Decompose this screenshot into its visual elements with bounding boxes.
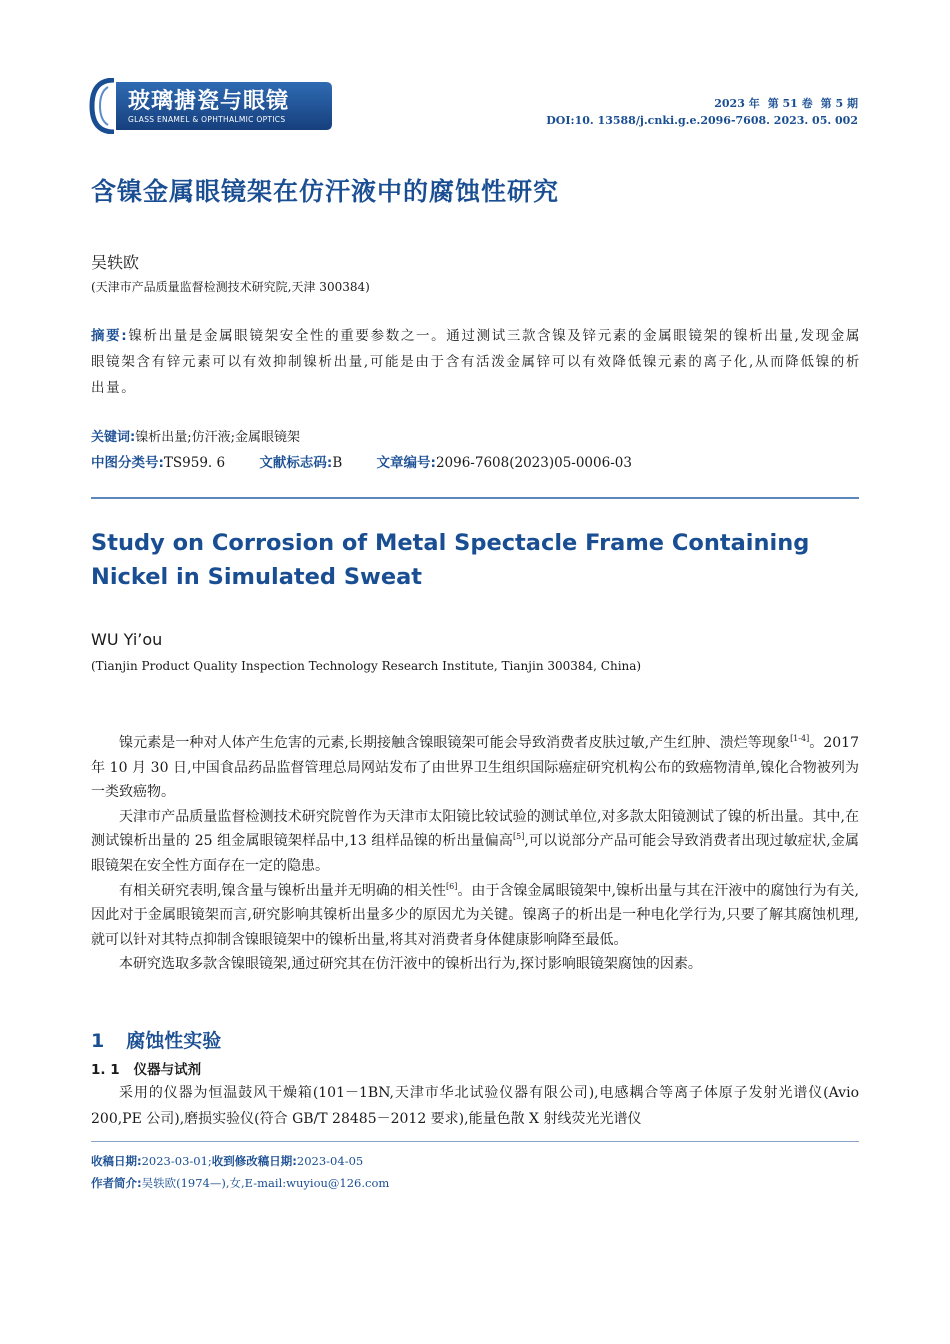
body-text xyxy=(91,731,859,977)
clc-item xyxy=(91,455,225,471)
page-title-en: Study on Corrosion of Metal Spectacle Frame Containing Nickel in Simulated Sweat xyxy=(91,530,810,590)
paragraph: 本研究选取多款含镍眼镜架,通过研究其在仿汗液中的镍析出行为,探讨影响眼镜架腐蚀的因素。 xyxy=(119,956,702,973)
received-label: 收稿日期: xyxy=(91,1154,142,1168)
section-number: 1 xyxy=(91,1030,105,1052)
doc-code-value: B xyxy=(332,455,343,471)
clc-value: TS959. 6 xyxy=(163,455,226,471)
subsection-number: 1. 1 xyxy=(91,1062,120,1078)
received-date: 2023-03-01; xyxy=(141,1154,212,1168)
text-run: 镍元素是一种对人体产生危害的元素,长期接触含镍眼镜架可能会导致消费者皮肤过敏,产生红肿、溃烂等现象 xyxy=(119,735,791,751)
abstract-label: 摘要: xyxy=(91,328,129,344)
section-title: 腐蚀性实验 xyxy=(126,1030,222,1052)
paragraph xyxy=(91,731,859,805)
abstract-text: 镍析出量是金属眼镜架安全性的重要参数之一。通过测试三款含镍及锌元素的金属眼镜架的镍析出量,发现金属眼镜架含有锌元素可以有效抑制镍析出量,可能是由于含有活泼金属锌可以有效降低镍元素的离子化,从而降低镍的析出量。 xyxy=(91,328,861,396)
article-no-label: 文章编号: xyxy=(376,455,436,471)
paragraph xyxy=(91,805,859,879)
author-cn: 吴轶欧 xyxy=(91,253,140,272)
journal-logo xyxy=(88,78,334,134)
doc-code-item xyxy=(259,455,342,471)
citation[interactable]: [1-4] xyxy=(790,734,810,743)
footnote-dates xyxy=(91,1153,363,1169)
text-run: 。2017 年 10 月 30 日,中国食品药品监督管理总局网站发布了由世界卫生组织国际癌症研究机构公布的致癌物清单,镍化合物被列为一类致癌物。 xyxy=(91,735,859,801)
text-run: 。由于含镍金属眼镜架中,镍析出量与其在汗液中的腐蚀行为有关,因此对于金属眼镜架而言,研究影响其镍析出量多少的原因尤为关键。镍离子的析出是一种电化学行为,只要了解其腐蚀机理,就可以针对其特点抑制含镍眼镜架中的镍析出量,将其对消费者身体健康影响降至最低。 xyxy=(91,882,859,948)
citation[interactable]: [5] xyxy=(512,832,525,842)
section-heading xyxy=(91,1026,221,1053)
revised-label: 收到修改稿日期: xyxy=(211,1154,297,1168)
journal-name-cn: 玻璃搪瓷与眼镜 xyxy=(128,89,290,114)
subsection-heading xyxy=(91,1058,201,1078)
subsection-title: 仪器与试剂 xyxy=(133,1062,202,1078)
paragraph xyxy=(91,879,859,953)
paragraph: 采用的仪器为恒温鼓风干燥箱(101－1BN,天津市华北试验仪器有限公司),电感耦合等离子体原子发射光谱仪(Avio 200,PE 公司),磨损实验仪(符合 GB/T 28485－2012 要求),能量色散 X 射线荧光光谱仪 xyxy=(91,1085,859,1127)
body-text-2 xyxy=(91,1080,859,1132)
keywords-cn xyxy=(91,426,300,445)
issue-volume: 第 51 卷 xyxy=(767,97,813,110)
author-en: WU Yi’ou xyxy=(91,630,163,649)
page-title-cn: 含镍金属眼镜架在仿汗液中的腐蚀性研究 xyxy=(91,177,560,206)
bio-label: 作者简介: xyxy=(91,1176,142,1190)
doi: DOI:10. 13588/j.cnki.g.e.2096-7608. 2023. 05. 002 xyxy=(546,114,858,127)
affiliation-cn: (天津市产品质量监督检测技术研究院,天津 300384) xyxy=(91,280,370,294)
footnote-divider xyxy=(91,1141,859,1142)
abstract-cn xyxy=(91,323,861,401)
classification-row xyxy=(91,451,662,471)
article-no-value: 2096-7608(2023)05-0006-03 xyxy=(435,455,632,471)
article-no-item xyxy=(377,455,632,471)
section-divider xyxy=(91,497,859,499)
issue-info xyxy=(546,95,858,129)
affiliation-en: (Tianjin Product Quality Inspection Technology Research Institute, Tianjin 300384, China) xyxy=(91,659,642,673)
text-run: ,可以说部分产品可能会导致消费者出现过敏症状,金属眼镜架在安全性方面存在一定的隐患。 xyxy=(91,833,859,874)
footnote-author-bio xyxy=(91,1175,389,1191)
doc-code-label: 文献标志码: xyxy=(259,455,333,471)
revised-date: 2023-04-05 xyxy=(296,1154,364,1168)
citation[interactable]: [6] xyxy=(446,881,458,891)
text-run: 有相关研究表明,镍含量与镍析出量并无明确的相关性 xyxy=(119,882,447,899)
issue-line xyxy=(546,95,858,112)
issue-number: 第 5 期 xyxy=(820,97,858,110)
issue-year: 2023 年 xyxy=(714,97,760,110)
text-run: 天津市产品质量监督检测技术研究院曾作为天津市太阳镜比较试验的测试单位,对多款太阳镜测试了镍的析出量。其中,在测试镍析出量的 25 组金属眼镜架样品中,13 组样品镍的析出量偏高 xyxy=(91,808,859,850)
bio-text: 吴轶欧(1974—),女,E-mail:wuyiou@126.com xyxy=(141,1176,390,1190)
journal-name-en: GLASS ENAMEL & OPHTHALMIC OPTICS xyxy=(128,115,286,124)
keywords-text: 镍析出量;仿汗液;金属眼镜架 xyxy=(135,430,300,445)
keywords-label: 关键词: xyxy=(91,430,136,445)
clc-label: 中图分类号: xyxy=(91,455,164,471)
